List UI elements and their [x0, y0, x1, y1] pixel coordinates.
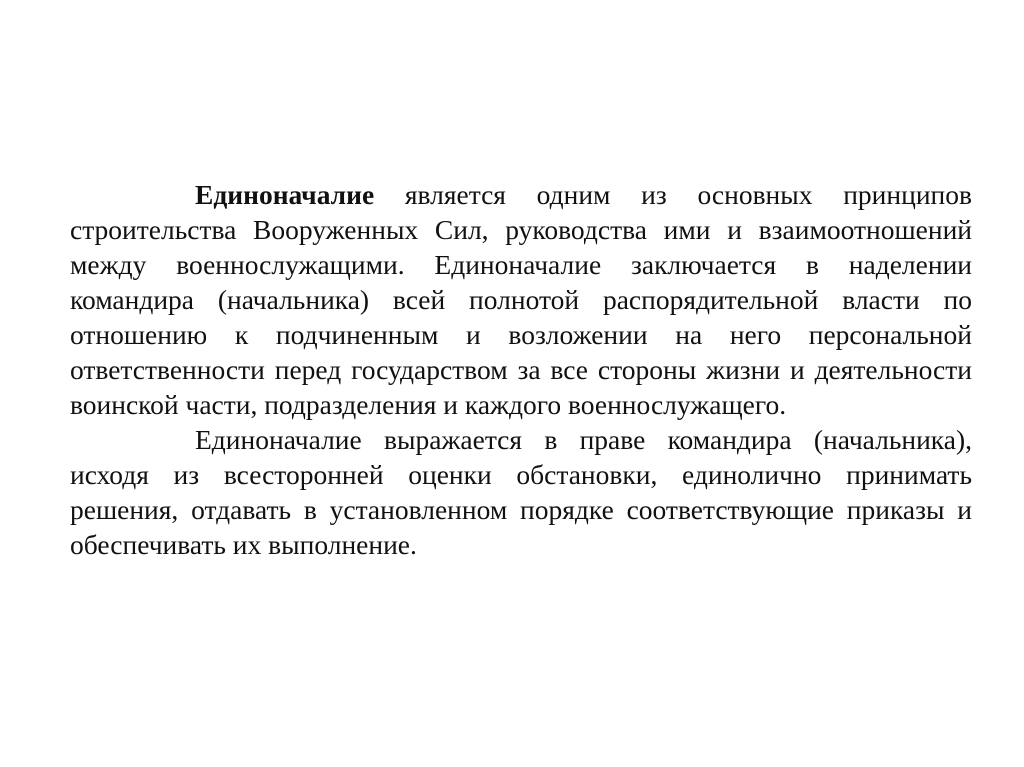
paragraph-1-text: является одним из основных принципов строительства Вооруженных Сил, руководства ими и взаимоотношений между военнослужащими. Единоначалие заключается в наделении командира (начальника) всей полнотой распорядительной власти по отношению к подчиненным и возложении на него персональной ответственности перед государством за все стороны жизни и деятельности воинской части, подразделения и каждого военнослужащего. — [70, 179, 972, 420]
paragraph-2-text: Единоначалие выражается в праве командира (начальника), исходя из всесторонней оценки обстановки, единолично принимать решения, отдавать в установленном порядке соответствующие приказы и обеспечивать их выполнение. — [70, 424, 972, 560]
paragraph-2 — [70, 422, 972, 562]
text-block — [70, 177, 972, 562]
paragraph-1 — [70, 177, 972, 422]
bold-term: Единоначалие — [195, 179, 375, 210]
